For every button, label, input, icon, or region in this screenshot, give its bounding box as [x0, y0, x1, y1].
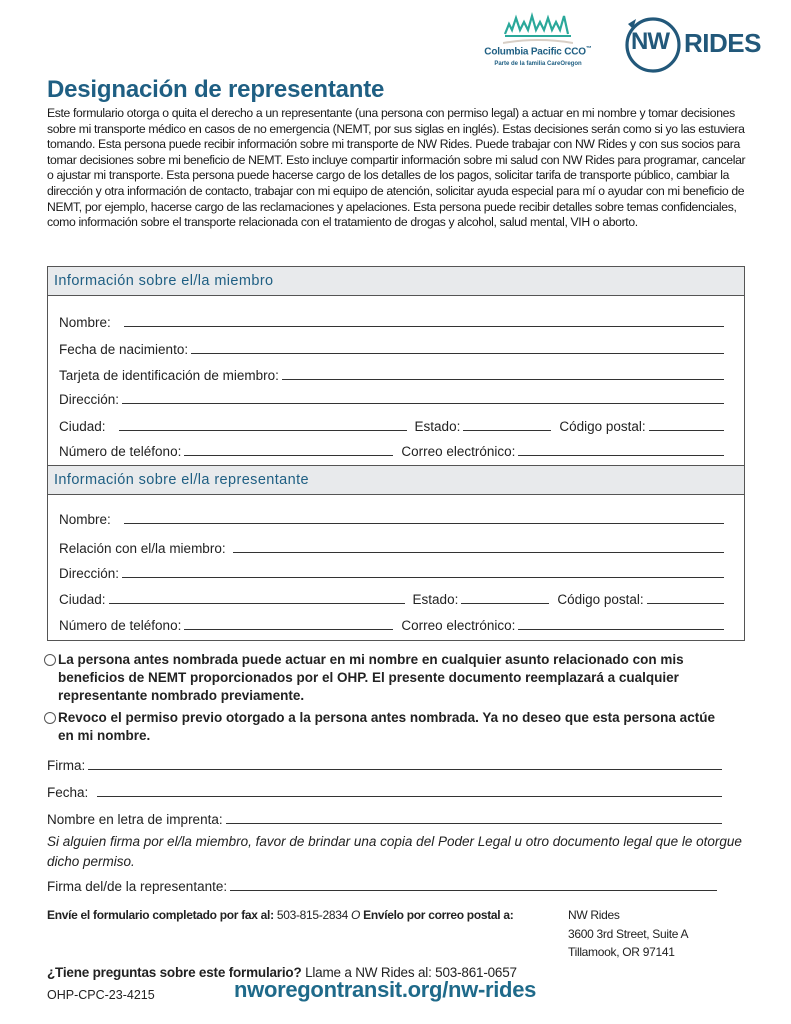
- option-appoint[interactable]: La persona antes nombrada puede actuar en mi nombre en cualquier asunto relacionado con mis beneficios de NEMT proporcionados por el OHP. El presente documento reemplazará a cualquier representante nombrado previamente.: [44, 651, 734, 705]
- form-code: OHP-CPC-23-4215: [47, 988, 155, 1002]
- member-dob-field: Fecha de nacimiento:: [59, 339, 724, 357]
- member-name-input[interactable]: [124, 326, 724, 327]
- rep-signature-field: Firma del/de la representante:: [47, 876, 717, 894]
- signature-input[interactable]: [88, 769, 722, 770]
- mail-address-line-1: NW Rides: [568, 908, 620, 922]
- representative-info-section: [47, 465, 745, 641]
- date-input[interactable]: [97, 796, 722, 797]
- mail-address-line-3: Tillamook, OR 97141: [568, 945, 675, 959]
- member-name-field: Nombre:: [59, 312, 724, 330]
- radio-revoke[interactable]: [44, 712, 56, 724]
- rep-state-input[interactable]: [461, 603, 549, 604]
- member-section-heading: Información sobre el/la miembro: [48, 267, 744, 296]
- option-revoke[interactable]: Revoco el permiso previo otorgado a la persona antes nombrada. Ya no deseo que esta persona actúe en mi nombre.: [44, 709, 734, 745]
- nw-rides-logo: NW RIDES: [621, 14, 781, 74]
- questions-line: ¿Tiene preguntas sobre este formulario? Llame a NW Rides al: 503-861-0657: [47, 965, 517, 980]
- member-address-input[interactable]: [122, 403, 724, 404]
- website-link[interactable]: nworegontransit.org/nw-rides: [234, 977, 537, 1002]
- rep-city-row: Ciudad: Estado: Código postal:: [59, 589, 724, 607]
- rep-name-input[interactable]: [124, 523, 724, 524]
- phone-contact: Llame a NW Rides al: 503-861-0657: [305, 965, 517, 980]
- signature-field: Firma:: [47, 755, 722, 773]
- rep-address-field: Dirección:: [59, 563, 724, 581]
- rep-email-input[interactable]: [518, 629, 724, 630]
- representative-section-heading: Información sobre el/la representante: [48, 466, 744, 495]
- fax-number: 503-815-2834: [276, 908, 348, 922]
- printed-name-field: Nombre en letra de imprenta:: [47, 809, 722, 827]
- rep-phone-input[interactable]: [184, 629, 393, 630]
- member-info-section: [47, 266, 745, 466]
- submission-instructions: Envíe el formulario completado por fax al: 503-815-2834 O Envíelo por correo postal a:: [47, 908, 514, 922]
- member-city-input[interactable]: [119, 430, 407, 431]
- member-contact-row: Número de teléfono: Correo electrónico:: [59, 441, 724, 459]
- member-id-input[interactable]: [282, 379, 724, 380]
- rep-address-input[interactable]: [122, 577, 724, 578]
- power-of-attorney-note: Si alguien firma por el/la miembro, favor de brindar una copia del Poder Legal u otro documento legal que le otorgue dicho permiso.: [47, 834, 742, 869]
- rep-zip-input[interactable]: [647, 603, 724, 604]
- member-city-row: Ciudad: Estado: Código postal:: [59, 416, 724, 434]
- member-email-input[interactable]: [518, 455, 724, 456]
- intro-paragraph: Este formulario otorga o quita el derecho a un representante (una persona con permiso legal) a actuar en mi nombre y tomar decisiones sobre mi transporte médico en casos de no emergencia (NEMT, por sus siglas en inglés). Estas decisiones serán como si yo las estuviera tomando. Esta persona puede recibir información sobre mi transporte de NW Rides. Puede trabajar con NW Rides y con sus socios para tomar decisiones sobre mi beneficio de NEMT. Esto incluye compartir información sobre mi salud con NW Rides para programar, cancelar o ajustar mi transporte. Esta persona puede hacerse cargo de los detalles de los pagos, solicitar tarifa de transporte público, cambiar la dirección y otra información de contacto, trabajar con mi equipo de atención, solicitar ayuda especial para mí o ayudar con mi beneficio de NEMT, por ejemplo, hacerse cargo de las reclamaciones y apelaciones. Esta persona puede recibir detalles sobre temas confidenciales, como información sobre el transporte relacionada con el tratamiento de drogas y alcohol, salud mental, VIH o aborto.: [47, 106, 746, 230]
- rep-city-input[interactable]: [109, 603, 405, 604]
- trees-icon: [503, 12, 573, 44]
- mail-address-line-2: 3600 3rd Street, Suite A: [568, 927, 689, 941]
- member-zip-input[interactable]: [649, 430, 724, 431]
- rep-relation-field: Relación con el/la miembro:: [59, 538, 724, 556]
- header-logos: [478, 8, 778, 78]
- radio-appoint[interactable]: [44, 654, 56, 666]
- member-phone-input[interactable]: [184, 455, 393, 456]
- member-address-field: Dirección:: [59, 389, 724, 407]
- rep-relation-input[interactable]: [233, 552, 724, 553]
- rep-signature-input[interactable]: [230, 890, 717, 891]
- member-state-input[interactable]: [463, 430, 551, 431]
- member-id-field: Tarjeta de identificación de miembro:: [59, 365, 724, 383]
- columbia-pacific-cco-logo: Columbia Pacific CCO™ Parte de la familia CareOregon: [478, 8, 598, 72]
- printed-name-input[interactable]: [226, 823, 722, 824]
- cpcco-tagline: Parte de la familia CareOregon: [494, 61, 582, 67]
- date-field: Fecha:: [47, 782, 722, 800]
- member-dob-input[interactable]: [191, 353, 724, 354]
- rep-name-field: Nombre:: [59, 509, 724, 527]
- rep-contact-row: Número de teléfono: Correo electrónico:: [59, 615, 724, 633]
- page-title: Designación de representante: [47, 76, 385, 103]
